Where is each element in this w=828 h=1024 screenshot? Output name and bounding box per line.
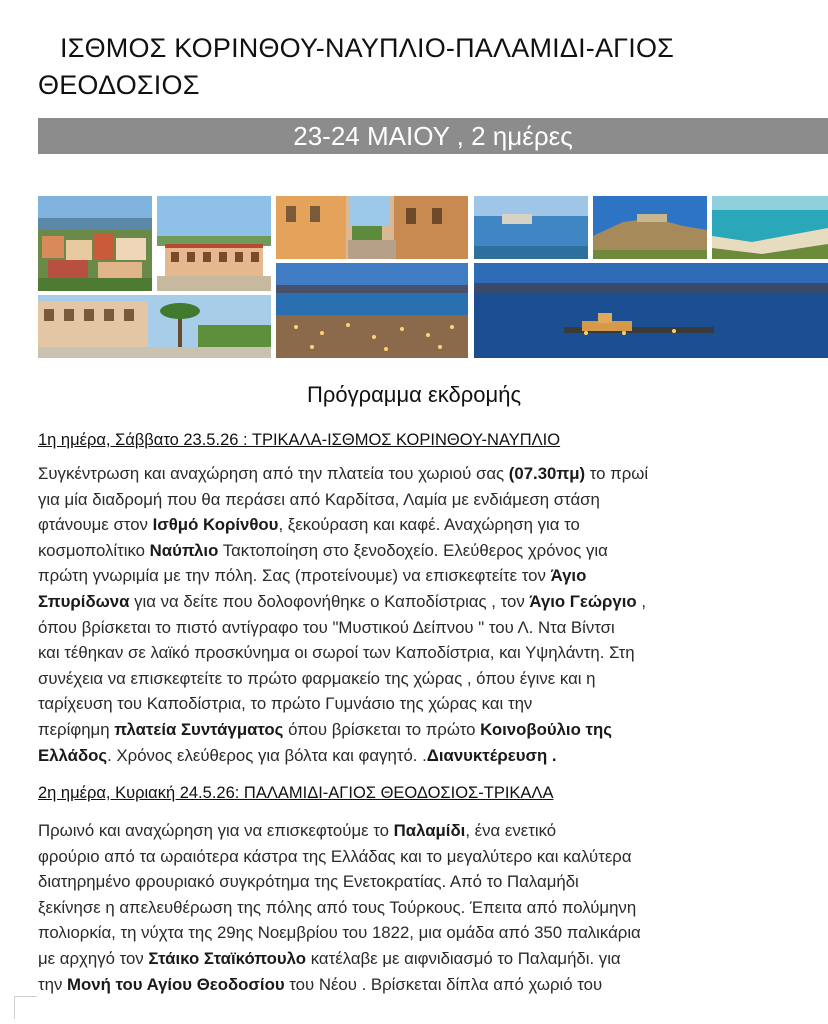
text-run: Πρωινό και αναχώρηση για να επισκεφτούμε το (38, 821, 394, 840)
paragraph-line (38, 895, 828, 921)
bold-text: Άγιο Γεώργιο (529, 591, 637, 611)
bold-text: Ναύπλιο (149, 540, 219, 560)
bold-text: Διανυκτέρευση . (426, 745, 557, 765)
paragraph-line (38, 461, 828, 487)
bold-text: πλατεία Συντάγματος (114, 719, 284, 739)
paragraph-line (38, 589, 828, 615)
bold-text: Κοινοβούλιο της (480, 719, 612, 739)
program-heading: Πρόγραμμα εκδρομής (306, 382, 522, 407)
paragraph-line (38, 743, 828, 769)
bold-text: (07.30πμ) (508, 464, 586, 483)
text-run: περίφημη (38, 719, 115, 739)
text-run: για μία διαδρομή που θα περάσει από Καρδίτσα, Λαμία με ενδιάμεση στάση (38, 489, 600, 509)
text-run: πρώτη γνωριμία με την πόλη. Σας (προτείνουμε) να επισκεφτείτε τον (38, 566, 551, 586)
bold-text: Ελλάδος (38, 745, 108, 765)
bold-text: Μονή του Αγίου Θεοδοσίου (67, 974, 285, 994)
text-run: ξεκίνησε η απελευθέρωση της πόλης από τους Τούρκους. Έπειτα από πολύμηνη (38, 897, 637, 917)
paragraph-line (38, 487, 828, 513)
text-run: πολιορκία, τη νύχτα της 29ης Νοεμβρίου του 1822, μια ομάδα από 350 παλικάρια (38, 923, 641, 943)
text-run: όπου βρίσκεται το πρώτο (283, 719, 481, 739)
paragraph-line (38, 717, 828, 743)
paragraph-line (38, 972, 828, 998)
day-1-heading: 1η ημέρα, Σάββατο 23.5.26 : ΤΡΙΚΑΛΑ-ΙΣΘΜΟΣ ΚΟΡΙΝΘΟΥ-ΝΑΥΠΛΙΟ (38, 431, 561, 449)
photo-nafplio-night (276, 263, 468, 358)
paragraph-line (38, 563, 828, 589)
paragraph-line (38, 640, 828, 666)
paragraph-line (38, 920, 828, 946)
bold-text: Ισθμό Κορίνθου (152, 515, 279, 535)
trip-title (38, 30, 798, 104)
photo-square-building (157, 196, 271, 291)
text-run: συνέχεια να επισκεφτείτε το πρώτο φαρμακείο της χώρας , όπου έγινε και η (38, 668, 596, 688)
photo-sea-fortress-small (474, 196, 588, 259)
text-run: , ένα ενετικό (465, 821, 557, 840)
text-run: κοσμοπολίτικο (38, 540, 150, 560)
text-run: του Νέου . Βρίσκεται δίπλα από χωριό του (284, 974, 603, 994)
paragraph-line (38, 869, 828, 895)
text-run: διατηρημένο φρουριακό συγκρότημα της Ενετοκρατίας. Από το Παλαμήδι (38, 872, 579, 892)
paragraph-line (38, 818, 828, 844)
photo-town-houses (38, 196, 152, 291)
photo-beach (712, 196, 828, 259)
day-2-description (38, 818, 828, 997)
trip-title-line-1: ΙΣΘΜΟΣ ΚΟΡΙΝΘΟΥ-ΝΑΥΠΛΙΟ-ΠΑΛΑΜΙΔΙ-ΑΓΙΟΣ (60, 33, 675, 63)
text-run: , (636, 591, 646, 611)
paragraph-line (38, 844, 828, 870)
text-run: ταρίχευση του Καποδίστρια, το πρώτο Γυμνάσιο της χώρας και την (38, 694, 533, 714)
paragraph-line (38, 538, 828, 564)
text-run: όπου βρίσκεται το πιστό αντίγραφο του "Μυστικού Δείπνου " του Λ. Ντα Βίντσι (38, 617, 615, 637)
text-run: , ξεκούραση και καφέ. Αναχώρηση για το (278, 515, 580, 535)
photo-palm-street (38, 295, 271, 358)
text-run: . Χρόνος ελεύθερος για βόλτα και φαγητό. . (107, 745, 427, 765)
bold-text: Σπυρίδωνα (38, 591, 130, 611)
paragraph-line (38, 615, 828, 641)
text-run: φρούριο από τα ωραιότερα κάστρα της Ελλάδας και το μεγαλύτερο και καλύτερα (38, 846, 632, 866)
bold-text: Στάικο Σταϊκόπουλο (148, 948, 307, 968)
text-run: την (38, 974, 68, 994)
day-1-description (38, 461, 828, 768)
photo-old-street (276, 196, 468, 259)
bold-text: Παλαμίδι (393, 821, 466, 840)
paragraph-line (38, 691, 828, 717)
paragraph-line (38, 946, 828, 972)
paragraph-line (38, 512, 828, 538)
text-run: και τέθηκαν σε λαϊκό προσκύνημα οι σωροί των Καποδίστρια, και Υψηλάντη. Στη (38, 643, 635, 663)
date-band: 23-24 ΜΑΙΟΥ , 2 ημέρες (38, 118, 828, 154)
page-corner-mark (14, 996, 37, 1019)
text-run: για να δείτε που δολοφονήθηκε ο Καποδίστριας , τον (129, 591, 530, 611)
text-run: το πρωί (585, 464, 649, 483)
text-run: φτάνουμε στον (38, 515, 153, 535)
text-run: Τακτοποίηση στο ξενοδοχείο. Ελεύθερος χρόνος για (218, 540, 608, 560)
photo-palamidi-hill (593, 196, 707, 259)
text-run: κατέλαβε με αιφνιδιασμό το Παλαμήδι. για (306, 948, 621, 968)
photo-bourtzi-castle (474, 263, 828, 358)
text-run: Συγκέντρωση και αναχώρηση από την πλατεία του χωριού σας (38, 464, 509, 483)
text-run: με αρχηγό τον (38, 948, 149, 968)
bold-text: Άγιο (550, 566, 587, 586)
trip-title-line-2: ΘΕΟΔΟΣΙΟΣ (38, 70, 200, 100)
day-2-heading: 2η ημέρα, Κυριακή 24.5.26: ΠΑΛΑΜΙΔΙ-ΑΓΙΟΣ ΘΕΟΔΟΣΙΟΣ-ΤΡΙΚΑΛΑ (38, 784, 554, 802)
paragraph-line (38, 666, 828, 692)
